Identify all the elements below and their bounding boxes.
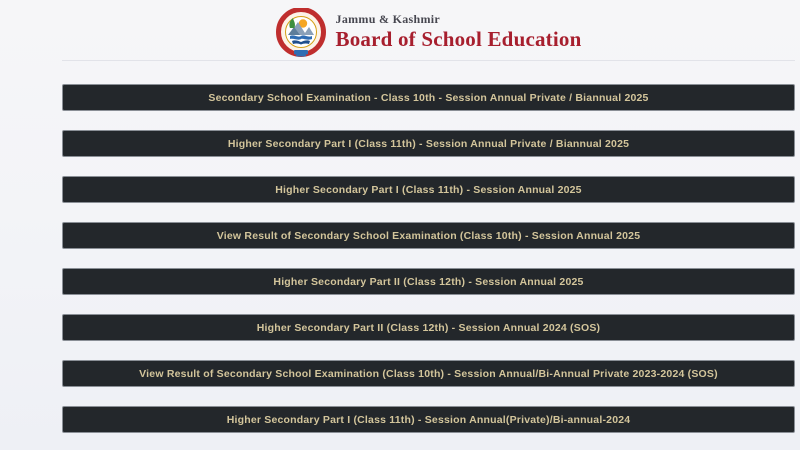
- result-link[interactable]: [62, 130, 795, 157]
- result-link[interactable]: [62, 222, 795, 249]
- site-header: [62, 0, 795, 61]
- result-link[interactable]: [62, 176, 795, 203]
- result-link[interactable]: [62, 406, 795, 433]
- org-title-block: [336, 8, 582, 51]
- org-name-large: Board of School Education: [335, 27, 582, 51]
- result-link[interactable]: [62, 268, 795, 295]
- result-link-label: Higher Secondary Part II (Class 12th) - Session Annual 2025: [273, 275, 584, 288]
- result-link-label: View Result of Secondary School Examination (Class 10th) - Session Annual 2025: [216, 229, 641, 242]
- result-link-label: View Result of Secondary School Examination (Class 10th) - Session Annual/Bi-Annual Private 2023-2024 (SOS): [139, 367, 718, 380]
- jkbose-seal-icon: [276, 8, 326, 58]
- result-link[interactable]: [62, 314, 795, 341]
- result-link-label: Secondary School Examination - Class 10th - Session Annual Private / Biannual 2025: [208, 91, 649, 104]
- result-link[interactable]: [62, 360, 795, 387]
- org-name-small: Jammu & Kashmir: [335, 12, 441, 26]
- result-link-label: Higher Secondary Part II (Class 12th) - Session Annual 2024 (SOS): [256, 321, 601, 334]
- result-link[interactable]: [62, 84, 795, 111]
- page-content: [62, 0, 795, 433]
- result-link-label: Higher Secondary Part I (Class 11th) - Session Annual Private / Biannual 2025: [227, 137, 630, 150]
- result-link-label: Higher Secondary Part I (Class 11th) - Session Annual 2025: [275, 183, 582, 196]
- results-list: [62, 84, 795, 433]
- result-link-label: Higher Secondary Part I (Class 11th) - Session Annual(Private)/Bi-annual-2024: [226, 413, 631, 426]
